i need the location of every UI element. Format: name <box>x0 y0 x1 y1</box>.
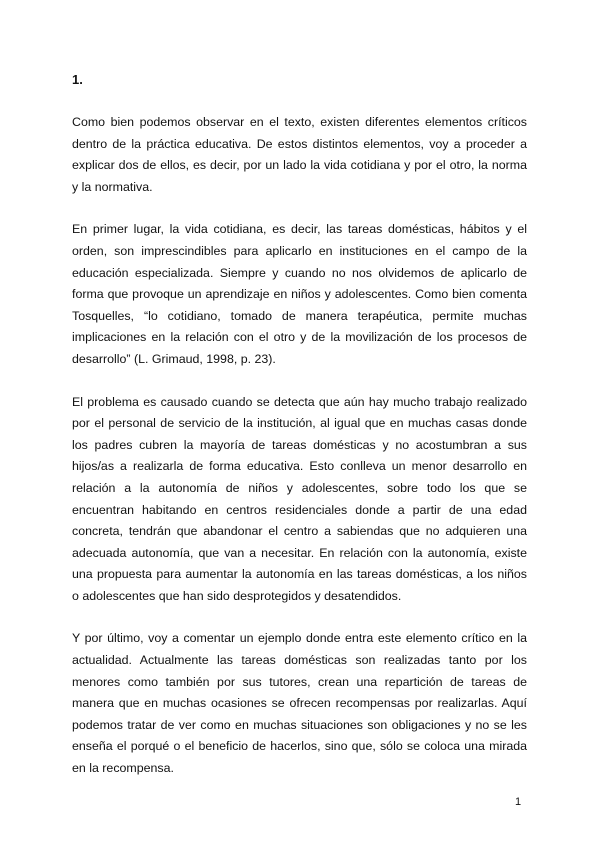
paragraph-ejemplo: Y por último, voy a comentar un ejemplo donde entra este elemento crítico en la actualidad. Actualmente las tareas domésticas son realizadas tanto por los menores como también por sus tutores, crean una repartición de tareas de manera que en muchas ocasiones se ofrecen recompensas por realizarlas. Aquí podemos tratar de ver como en muchas situaciones son obligaciones y no se les enseña el porqué o el beneficio de hacerlos, sino que, sólo se coloca una mirada en la recompensa. <box>72 631 527 776</box>
paragraph-problema: El problema es causado cuando se detecta que aún hay mucho trabajo realizado por el personal de servicio de la institución, al igual que en muchas casas donde los padres cubren la mayoría de tareas domésticas y no acostumbran a sus hijos/as a realizarla de forma educativa. Esto conlleva un menor desarrollo en relación a la autonomía de niños y adolescentes, sobre todo los que se encuentran habitando en centros residenciales donde a partir de una edad concreta, tendrán que abandonar el centro a sabiendas que no adquieren una adecuada autonomía, que van a necesitar. En relación con la autonomía, existe una propuesta para aumentar la autonomía en las tareas domésticas, a los niños o adolescentes que han sido desprotegidos y desatendidos. <box>72 394 527 603</box>
paragraph-intro: Como bien podemos observar en el texto, existen diferentes elementos críticos dentro de la práctica educativa. De estos distintos elementos, voy a proceder a explicar dos de ellos, es decir, por un lado la vida cotidiana y por el otro, la norma y la normativa. <box>72 115 527 194</box>
page-number: 1 <box>515 796 522 808</box>
paragraph-vida-cotidiana: En primer lugar, la vida cotidiana, es decir, las tareas domésticas, hábitos y el orden, son imprescindibles para aplicarlo en instituciones en el campo de la educación especializada. Siempre y cuando no nos olvidemos de aplicarlo de forma que provoque un aprendizaje en niños y adolescentes. Como bien comenta Tosquelles, “lo cotidiano, tomado de manera terapéutica, permite muchas implicaciones en la relación con el otro y de la movilización de los procesos de desarrollo” (L. Grimaud, 1998, p. 23). <box>72 222 527 366</box>
body-text <box>72 112 527 801</box>
section-heading: 1. <box>72 72 83 87</box>
